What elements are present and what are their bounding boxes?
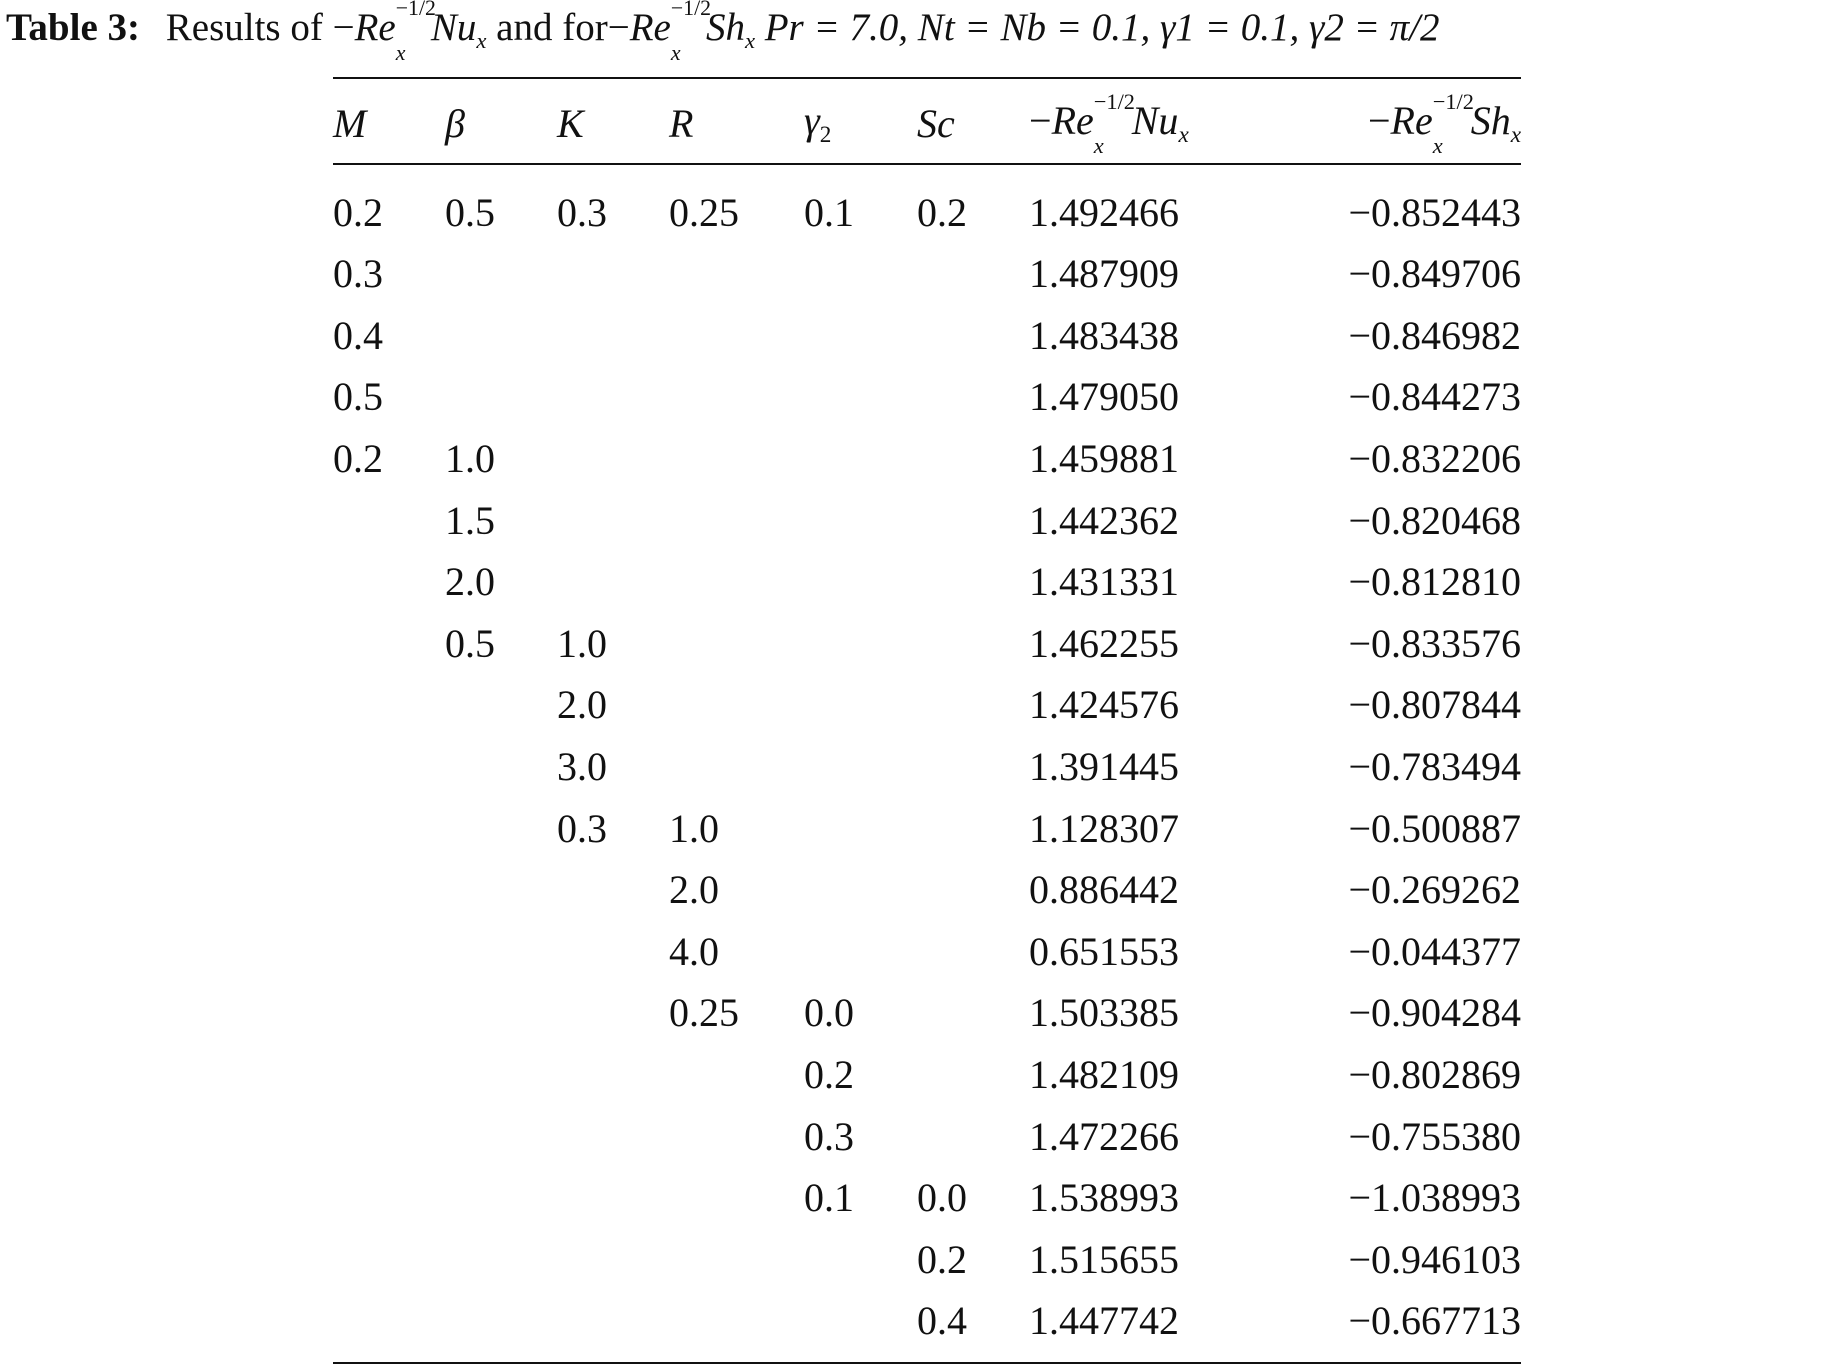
cell-R: 4.0 (669, 928, 719, 974)
cell-K (557, 1167, 669, 1229)
table-row (333, 1229, 1521, 1291)
cell-R (669, 674, 804, 736)
caption-sherwood-expr: −Re −1/2 x $Sh_x$ (607, 0, 755, 65)
cell-M (333, 551, 445, 613)
cell-nusselt: 1.503385 (1029, 990, 1179, 1036)
cell-K: 1.0 (557, 620, 607, 666)
header-K: K (557, 100, 584, 146)
cell-R (669, 1044, 804, 1106)
caption-nusselt-expr: −Re −1/2 x $Nu_x$ (332, 0, 487, 65)
cell-beta: 1.5 (445, 497, 495, 543)
table-row (333, 305, 1521, 367)
cell-nusselt: 1.391445 (1029, 744, 1179, 790)
cell-sherwood: −0.755380 (1348, 1113, 1521, 1159)
cell-sherwood: −0.802869 (1348, 1052, 1521, 1098)
cell-sherwood: −0.044377 (1348, 928, 1521, 974)
cell-beta (445, 859, 557, 921)
cell-nusselt: 1.492466 (1029, 189, 1179, 235)
table-row (333, 736, 1521, 798)
cell-R (669, 551, 804, 613)
cell-gamma2 (804, 243, 917, 305)
results-table (333, 77, 1521, 1364)
cell-M (333, 1105, 445, 1167)
cell-beta: 1.0 (445, 436, 495, 482)
cell-sherwood: −0.833576 (1348, 620, 1521, 666)
cell-R (669, 1229, 804, 1291)
table-row (333, 797, 1521, 859)
cell-R (669, 366, 804, 428)
cell-Sc (917, 613, 1029, 675)
cell-R: 0.25 (669, 189, 739, 235)
cell-sherwood: −0.904284 (1348, 990, 1521, 1036)
cell-nusselt: 1.479050 (1029, 374, 1179, 420)
cell-nusselt: 1.482109 (1029, 1052, 1179, 1098)
cell-R (669, 305, 804, 367)
cell-nusselt: 1.462255 (1029, 620, 1179, 666)
table-row (333, 164, 1521, 243)
cell-Sc (917, 428, 1029, 490)
cell-gamma2 (804, 305, 917, 367)
cell-sherwood: −0.852443 (1348, 189, 1521, 235)
cell-Sc (917, 366, 1029, 428)
cell-K: 3.0 (557, 744, 607, 790)
header-row (333, 78, 1521, 164)
table-row (333, 859, 1521, 921)
cell-nusselt: 1.459881 (1029, 436, 1179, 482)
cell-beta (445, 1105, 557, 1167)
cell-gamma2 (804, 859, 917, 921)
cell-gamma2 (804, 674, 917, 736)
cell-sherwood: −0.500887 (1348, 805, 1521, 851)
cell-Sc (917, 982, 1029, 1044)
cell-nusselt: 1.483438 (1029, 312, 1179, 358)
cell-nusselt: 1.442362 (1029, 497, 1179, 543)
cell-R (669, 613, 804, 675)
cell-Sc: 0.4 (917, 1298, 967, 1344)
cell-M (333, 797, 445, 859)
cell-M (333, 674, 445, 736)
cell-Sc (917, 674, 1029, 736)
cell-M (333, 921, 445, 983)
cell-M (333, 613, 445, 675)
cell-R: 0.25 (669, 990, 739, 1036)
cell-sherwood: −0.807844 (1348, 682, 1521, 728)
cell-M: 0.4 (333, 312, 383, 358)
cell-R (669, 1105, 804, 1167)
cell-M: 0.3 (333, 251, 383, 297)
cell-R (669, 428, 804, 490)
cell-K (557, 1229, 669, 1291)
cell-M (333, 1167, 445, 1229)
cell-beta (445, 1044, 557, 1106)
cell-nusselt: 1.447742 (1029, 1298, 1179, 1344)
cell-M (333, 1290, 445, 1363)
cell-sherwood: −0.946103 (1348, 1236, 1521, 1282)
cell-gamma2: 0.1 (804, 189, 854, 235)
cell-nusselt: 1.128307 (1029, 805, 1179, 851)
cell-gamma2 (804, 489, 917, 551)
cell-M (333, 1044, 445, 1106)
cell-beta (445, 305, 557, 367)
table-row (333, 982, 1521, 1044)
cell-beta (445, 366, 557, 428)
cell-nusselt: 1.515655 (1029, 1236, 1179, 1282)
cell-M: 0.2 (333, 189, 383, 235)
table-row (333, 1105, 1521, 1167)
cell-beta (445, 797, 557, 859)
cell-Sc: 0.0 (917, 1175, 967, 1221)
table-row (333, 674, 1521, 736)
cell-sherwood: −0.832206 (1348, 436, 1521, 482)
cell-nusselt: 0.886442 (1029, 867, 1179, 913)
cell-K (557, 859, 669, 921)
cell-Sc (917, 736, 1029, 798)
cell-K: 2.0 (557, 682, 607, 728)
cell-Sc (917, 797, 1029, 859)
header-beta: β (445, 100, 465, 146)
cell-Sc (917, 489, 1029, 551)
cell-nusselt: 1.424576 (1029, 682, 1179, 728)
cell-Sc (917, 551, 1029, 613)
table-row (333, 1167, 1521, 1229)
table-row (333, 428, 1521, 490)
cell-R (669, 243, 804, 305)
header-M: M (333, 100, 367, 146)
cell-nusselt: 1.472266 (1029, 1113, 1179, 1159)
cell-gamma2 (804, 366, 917, 428)
cell-K (557, 305, 669, 367)
header-sherwood: −Re −1/2 x $Sh_x$ (1367, 88, 1521, 158)
cell-beta (445, 1167, 557, 1229)
cell-nusselt: 1.431331 (1029, 559, 1179, 605)
cell-beta: 0.5 (445, 620, 495, 666)
cell-K (557, 243, 669, 305)
cell-R (669, 736, 804, 798)
cell-sherwood: −1.038993 (1348, 1175, 1521, 1221)
caption-text-results-of: Results of (165, 6, 323, 49)
caption-label: Table 3: (6, 6, 141, 49)
cell-gamma2 (804, 428, 917, 490)
cell-sherwood: −0.844273 (1348, 374, 1521, 420)
cell-beta (445, 674, 557, 736)
table-row (333, 1044, 1521, 1106)
header-gamma2: $\gamma_2$ (804, 97, 832, 149)
table-row (333, 1290, 1521, 1363)
cell-M (333, 1229, 445, 1291)
caption-text-and-for: and for (496, 6, 608, 49)
cell-M (333, 489, 445, 551)
table-caption (6, 0, 1836, 65)
cell-R (669, 489, 804, 551)
cell-beta (445, 921, 557, 983)
cell-beta (445, 1229, 557, 1291)
cell-sherwood: −0.812810 (1348, 559, 1521, 605)
cell-M: 0.2 (333, 436, 383, 482)
cell-Sc (917, 305, 1029, 367)
cell-K (557, 366, 669, 428)
cell-K: 0.3 (557, 805, 607, 851)
header-Sc: Sc (917, 100, 955, 146)
cell-gamma2: 0.3 (804, 1113, 854, 1159)
cell-gamma2 (804, 613, 917, 675)
table-row (333, 243, 1521, 305)
table-body (333, 164, 1521, 1363)
table-row (333, 551, 1521, 613)
cell-sherwood: −0.820468 (1348, 497, 1521, 543)
cell-R (669, 1290, 804, 1363)
cell-K: 0.3 (557, 189, 607, 235)
cell-gamma2 (804, 921, 917, 983)
table-row (333, 613, 1521, 675)
table-row (333, 489, 1521, 551)
cell-gamma2: 0.0 (804, 990, 854, 1036)
cell-gamma2: 0.2 (804, 1052, 854, 1098)
cell-beta: 2.0 (445, 559, 495, 605)
cell-gamma2 (804, 797, 917, 859)
cell-K (557, 428, 669, 490)
table-row (333, 366, 1521, 428)
cell-gamma2 (804, 1229, 917, 1291)
cell-sherwood: −0.783494 (1348, 744, 1521, 790)
cell-gamma2 (804, 736, 917, 798)
cell-gamma2: 0.1 (804, 1175, 854, 1221)
cell-gamma2 (804, 1290, 917, 1363)
cell-nusselt: 1.538993 (1029, 1175, 1179, 1221)
cell-Sc (917, 243, 1029, 305)
cell-K (557, 489, 669, 551)
cell-M (333, 736, 445, 798)
header-R: R (669, 100, 694, 146)
cell-K (557, 551, 669, 613)
cell-M (333, 982, 445, 1044)
cell-Sc (917, 1105, 1029, 1167)
cell-beta: 0.5 (445, 189, 495, 235)
cell-R: 2.0 (669, 867, 719, 913)
caption-params: Pr = 7.0, Nt = Nb = 0.1, γ1 = 0.1, γ2 = π/2 (764, 6, 1440, 49)
cell-R (669, 1167, 804, 1229)
cell-beta (445, 982, 557, 1044)
cell-Sc (917, 1044, 1029, 1106)
cell-K (557, 921, 669, 983)
cell-nusselt: 1.487909 (1029, 251, 1179, 297)
cell-K (557, 982, 669, 1044)
cell-Sc: 0.2 (917, 189, 967, 235)
cell-R: 1.0 (669, 805, 719, 851)
cell-Sc (917, 921, 1029, 983)
cell-sherwood: −0.667713 (1348, 1298, 1521, 1344)
cell-sherwood: −0.269262 (1348, 867, 1521, 913)
cell-K (557, 1105, 669, 1167)
cell-M: 0.5 (333, 374, 383, 420)
cell-sherwood: −0.846982 (1348, 312, 1521, 358)
header-nusselt: −Re −1/2 x $Nu_x$ (1029, 88, 1189, 158)
cell-Sc (917, 859, 1029, 921)
cell-Sc: 0.2 (917, 1236, 967, 1282)
cell-beta (445, 243, 557, 305)
cell-beta (445, 1290, 557, 1363)
cell-K (557, 1290, 669, 1363)
cell-K (557, 1044, 669, 1106)
cell-nusselt: 0.651553 (1029, 928, 1179, 974)
cell-gamma2 (804, 551, 917, 613)
cell-beta (445, 736, 557, 798)
table-row (333, 921, 1521, 983)
cell-sherwood: −0.849706 (1348, 251, 1521, 297)
cell-M (333, 859, 445, 921)
